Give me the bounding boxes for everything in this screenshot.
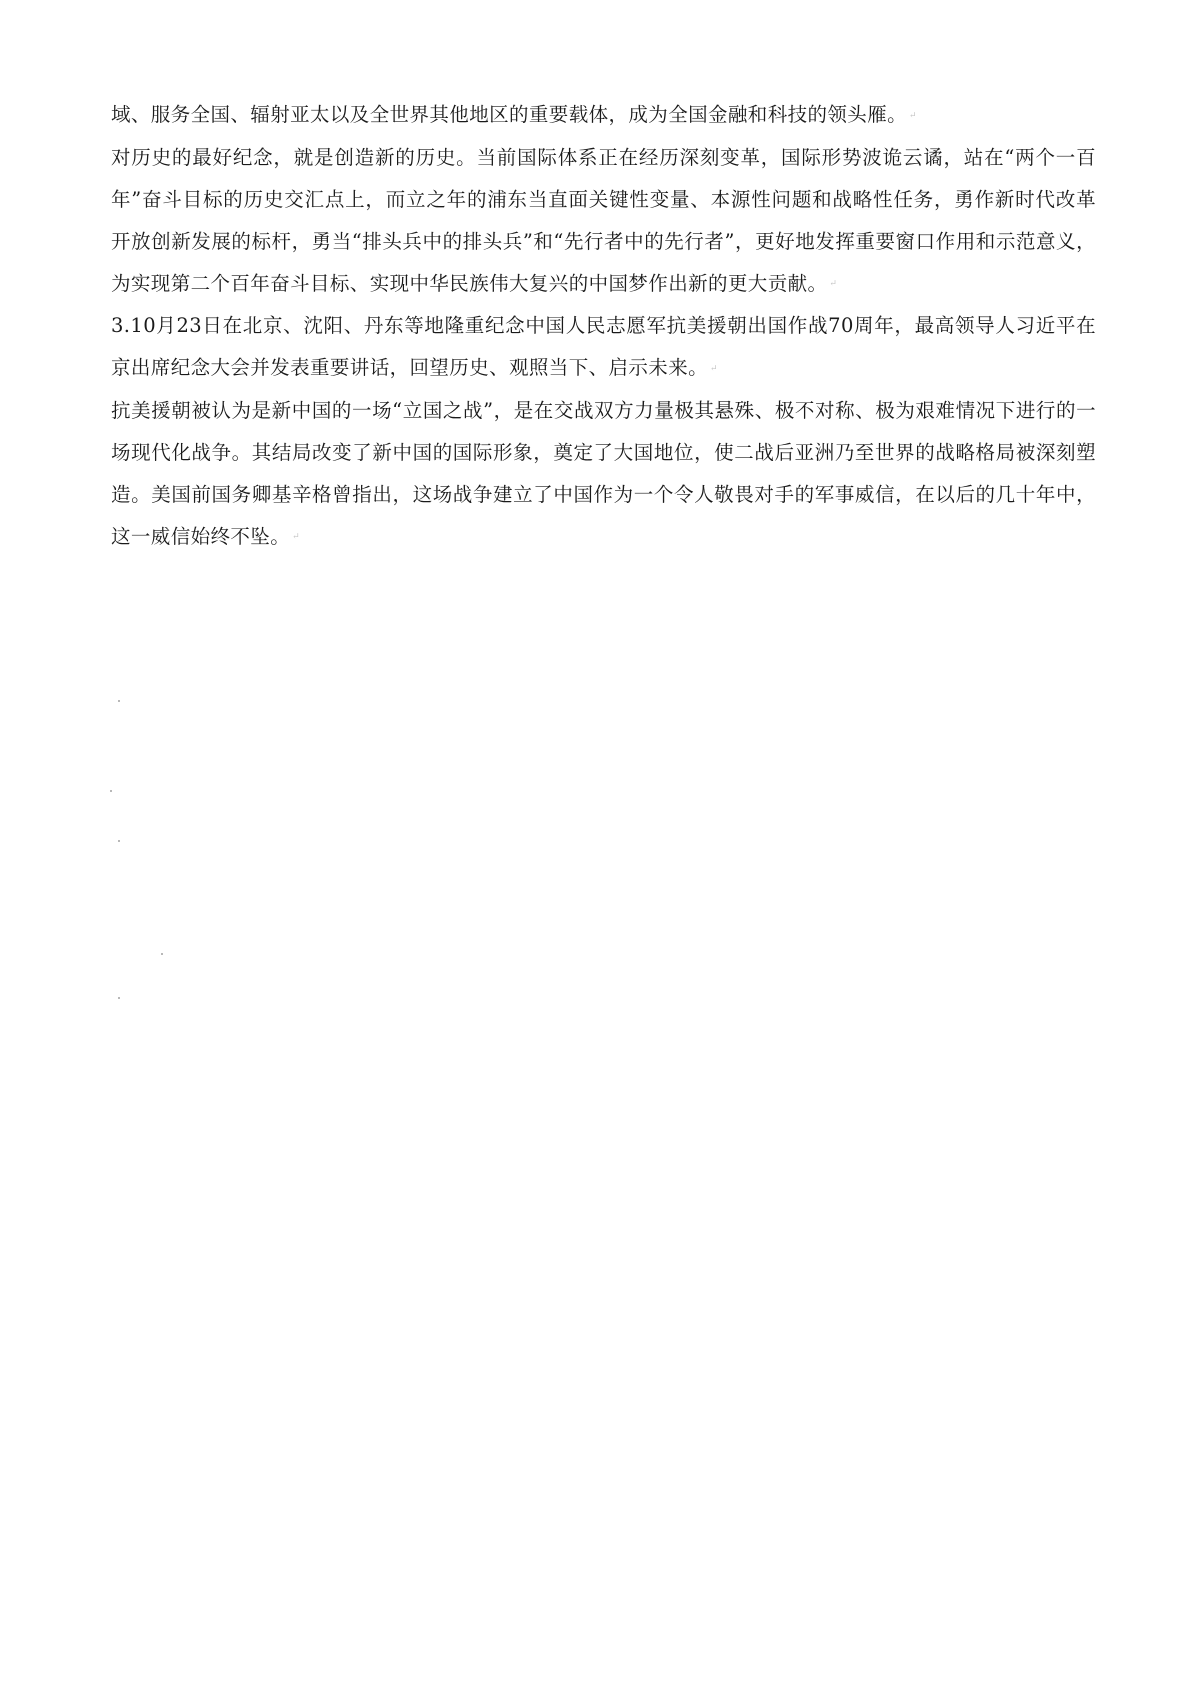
empty-paragraph-mark: [118, 700, 120, 702]
empty-paragraph-mark: [118, 997, 120, 999]
empty-paragraph-mark: [110, 790, 112, 792]
document-body: [111, 94, 1096, 558]
paragraph-4: 抗美援朝被认为是新中国的一场“立国之战”，是在交战双方力量极其悬殊、极不对称、极为艰难情况下进行的一场现代化战争。其结局改变了新中国的国际形象，奠定了大国地位，使二战后亚洲乃至世界的战略格局被深刻塑造。美国前国务卿基辛格曾指出，这场战争建立了中国作为一个令人敬畏对手的军事威信，在以后的几十年中，这一威信始终不坠。 ↵: [111, 390, 1096, 559]
empty-paragraph-mark: [118, 840, 120, 842]
paragraph-3: 3.10月23日在北京、沈阳、丹东等地隆重纪念中国人民志愿军抗美援朝出国作战70周年，最高领导人习近平在京出席纪念大会并发表重要讲话，回望历史、观照当下、启示未来。 ↵: [111, 305, 1096, 390]
empty-paragraph-mark: [161, 953, 163, 955]
paragraph-2: 对历史的最好纪念，就是创造新的历史。当前国际体系正在经历深刻变革，国际形势波诡云谲，站在“两个一百年”奋斗目标的历史交汇点上，而立之年的浦东当直面关键性变量、本源性问题和战略性任务，勇作新时代改革开放创新发展的标杆，勇当“排头兵中的排头兵”和“先行者中的先行者”，更好地发挥重要窗口作用和示范意义，为实现第二个百年奋斗目标、实现中华民族伟大复兴的中国梦作出新的更大贡献。 ↵: [111, 137, 1096, 306]
paragraph-1: 域、服务全国、辐射亚太以及全世界其他地区的重要载体，成为全国金融和科技的领头雁。 ↵: [111, 94, 1096, 137]
